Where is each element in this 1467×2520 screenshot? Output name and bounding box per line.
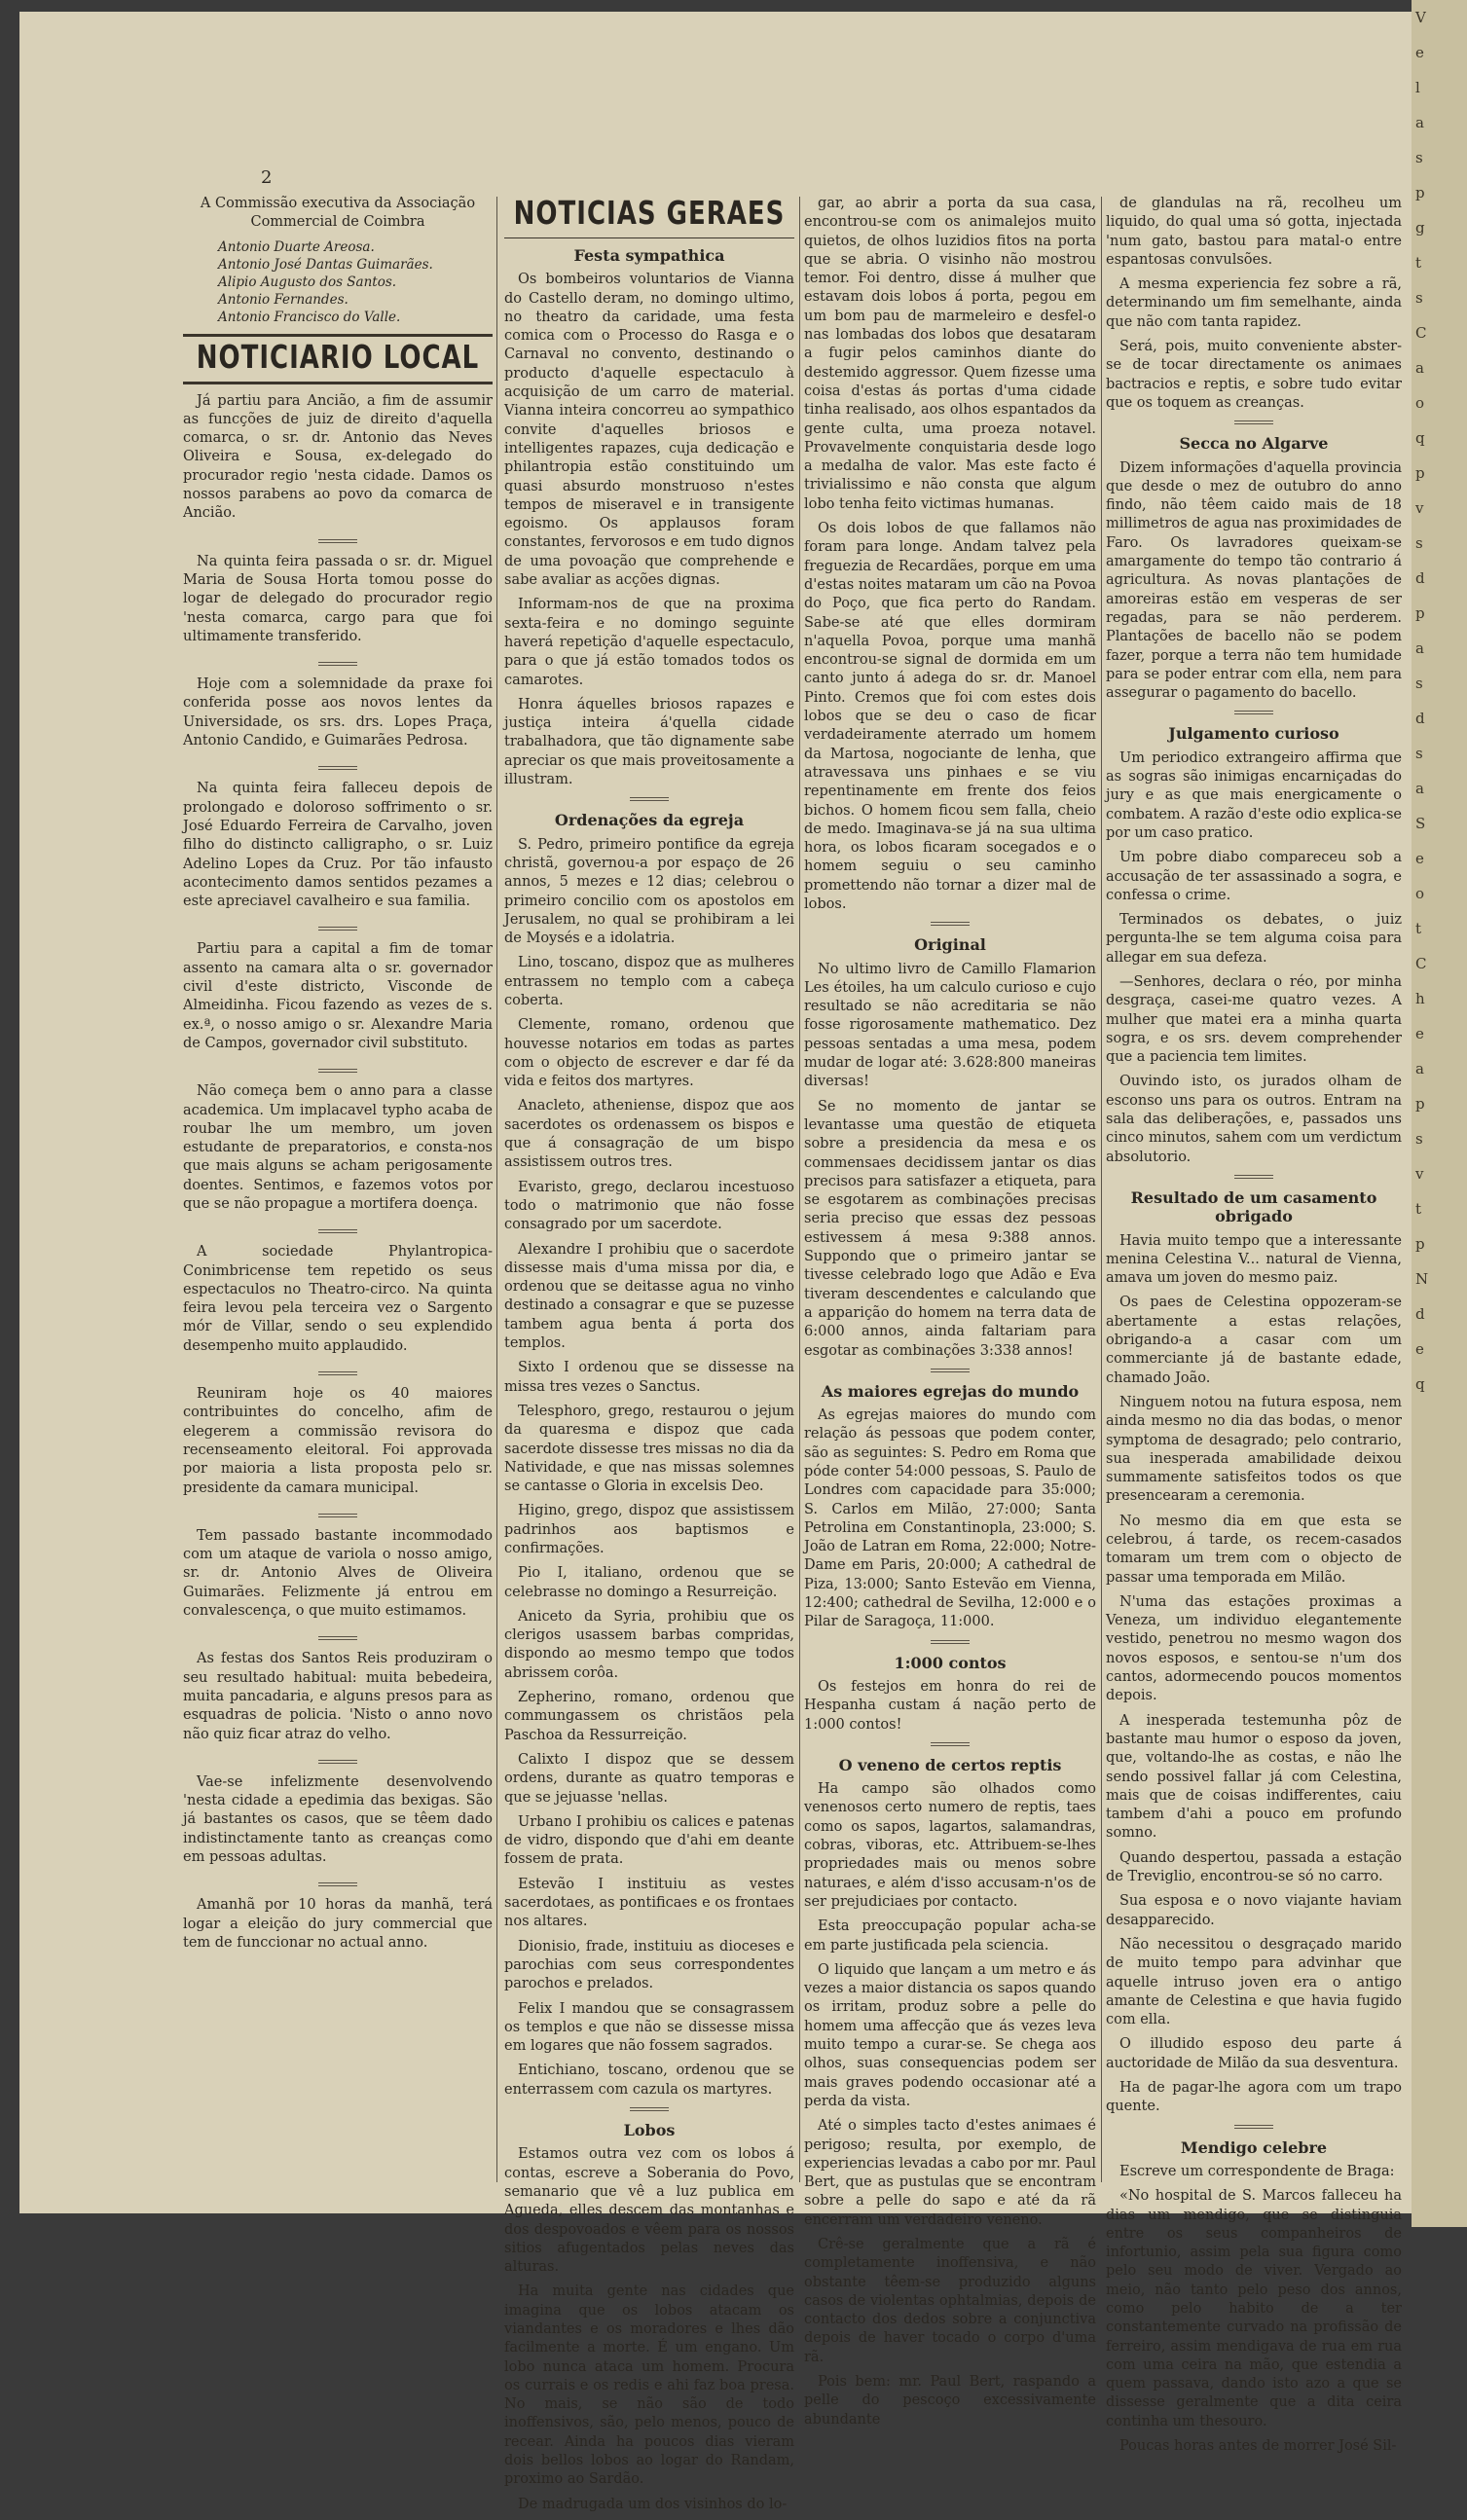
separator [931, 922, 970, 926]
paragraph: A inesperada testemunha pôz de bastante mau humor o esposo da joven, que, voltando-lhe as costas, e não lhe sendo possivel fallar já com Celestina, mais que de coisas indifferentes, caiu tambem d'ahi a pouco em profundo somno. [1106, 1712, 1402, 1842]
paragraph: A mesma experiencia fez sobre a rã, determinando um fim semelhante, ainda que não com tanta rapidez. [1106, 276, 1402, 330]
separator [1234, 420, 1273, 424]
edge-letter: a [1415, 359, 1424, 377]
article-julgamento [1106, 749, 1402, 1167]
article-secca: Dizem informações d'aquella provincia que desde o mez de outubro do anno findo, não têem caido mais de 18 millimetros de agua nas proximidades de Faro. Os lavradores queixam-se amargamente do tempo tão contrario á agricultura. As novas plantações de amoreiras estão em vesperas de ser regadas, para se não perderem. Plantações de bacello não se podem fazer, porque a terra não tem humidade para se poder entrar com ella, nem para assegurar o pagamento do bacello. [1106, 459, 1402, 702]
edge-letter: a [1415, 1060, 1424, 1077]
paragraph: Ninguem notou na futura esposa, nem ainda mesmo no dia das bodas, o menor symptoma de desagrado; pelo contrario, sua inesperada amabilidade deixou summamente satisfeitos todos os que presencearam a ceremonia. [1106, 1394, 1402, 1505]
column-4 [1106, 195, 1402, 2462]
rule [183, 334, 493, 337]
local-news-item: Tem passado bastante incommodado com um ataque de variola o nosso amigo, sr. dr. Antonio Alves de Oliveira Guimarães. Felizmente já entrou em convalescença, o que muito estimamos. [183, 1527, 493, 1620]
column-noticiario-local [183, 195, 493, 1968]
edge-letter: d [1415, 710, 1425, 727]
headline-julgamento: Julgamento curioso [1168, 724, 1339, 744]
paragraph: Será, pois, muito conveniente abster-se de tocar directamente os animaes bactracios e reptis, e sobre tudo evitar que os toquem as creanças. [1106, 339, 1402, 411]
signatory-name: Antonio José Dantas Guimarães. [218, 256, 433, 273]
separator [318, 1229, 357, 1233]
edge-letter: V [1415, 9, 1426, 26]
paragraph: Se no momento de jantar se levantasse uma questão de etiqueta sobre a presidencia da mesa e os commensaes decidissem jantar os dias precisos para satisfazer a etiqueta, para se esgotarem as combinações precisas seria preciso que essas dez pessoas estivessem á mesa 9:388 annos. Suppondo que o primeiro jantar se tivesse celebrado logo que Adão e Eva tiveram descendentes e calculando que a apparição do homem na terra data de 6:000 annos, ainda faltariam para esgotar as combinações 3:338 annos! [804, 1098, 1096, 1359]
paragraph: Pois bem: mr. Paul Bert, raspando a pelle do pescoço excessivamente abundante [804, 2374, 1096, 2428]
headline-egrejas: As maiores egrejas do mundo [821, 1381, 1080, 1401]
headline-ordenacoes: Ordenações da egreja [554, 811, 745, 830]
rule [504, 237, 794, 238]
edge-letter: p [1415, 184, 1425, 201]
local-news-item: As festas dos Santos Reis produziram o seu resultado habitual: muita bebedeira, muita pancadaria, e alguns presos para as esquadras de policia. 'Nisto o anno novo não quiz ficar atraz do velho. [183, 1651, 493, 1742]
edge-letter: a [1415, 639, 1424, 657]
article-veneno-continued [1106, 195, 1402, 413]
edge-letter: e [1415, 44, 1424, 61]
article-casamento [1106, 1232, 1402, 2117]
paragraph: Honra áquelles briosos rapazes e justiça inteira á'quella cidade trabalhadora, que tão dignamente sabe apreciar os que mais proveitosamente a illustram. [504, 696, 794, 788]
paragraph: Zepherino, romano, ordenou que commungassem os christãos pela Paschoa da Ressurreição. [504, 1690, 794, 1743]
paragraph: Poucas horas antes de morrer José Sil- [1119, 2438, 1397, 2455]
separator [931, 1369, 970, 1372]
paragraph: «No hospital de S. Marcos falleceu ha dias um mendigo, que se distinguia entre os seus companheiros de infortunio, assim pela sua figura como pelo seu modo de viver. Vergado ao meio, não tanto pelo peso dos annos, como pelo habito de a ter constantemente curvado na profissão de ferreiro, assim mendigava de rua em rua com uma ceira na mão, que estendia a quem passava, dando isto azo a que se dissesse geralmente que a dita ceira continha um thesouro. [1106, 2188, 1402, 2429]
paragraph: Sua esposa e o novo viajante haviam desapparecido. [1106, 1893, 1402, 1928]
local-news-item: Já partiu para Ancião, a fim de assumir as funcções de juiz de direito d'aquella comarca, o sr. dr. Antonio das Neves Oliveira e Sousa, ex-delegado do procurador regio 'nesta cidade. Damos os nossos parabens ao povo da comarca de Ancião. [183, 392, 493, 522]
paragraph: Estamos outra vez com os lobos á contas, escreve a Soberania do Povo, semanario que vê a luz publica em Agueda, elles descem das montanhas e dos despovoados e vêem para os nossos sitios afugentados pelas neves das alturas. [504, 2146, 794, 2276]
paragraph: Até o simples tacto d'estes animaes é perigoso; resulta, por exemplo, de experiencias levadas a cabo por mr. Paul Bert, que as pustulas que se encontram sobre a pelle do sapo e até da rã encerram um verdadeiro veneno. [804, 2118, 1096, 2228]
edge-letter: s [1415, 149, 1423, 166]
edge-letter: t [1415, 254, 1422, 272]
paragraph: Ha de pagar-lhe agora com um trapo quente. [1106, 2080, 1402, 2115]
edge-letter: d [1415, 1305, 1425, 1323]
edge-letter: C [1415, 324, 1427, 342]
paragraph: Os bombeiros voluntarios de Vianna do Castello deram, no domingo ultimo, no theatro da caridade, uma festa comica com o Processo do Rasga e o Carnaval no convento, destinando o producto d'aquelle espectaculo à acquisição de um carro de material. Vianna inteira concorreu ao sympathico convite d'aquelles briosos e intelligentes rapazes, cuja dedicação e philantropia estão constituindo um quasi absurdo monstruoso n'estes tempos de miseravel e in transigente egoismo. Os applausos foram constantes, fervorosos e em tudo dignos de uma povoação que comprehende e sabe avaliar as acções dignas. [504, 272, 794, 589]
paragraph: Crê-se geralmente que a rã é completamente inoffensiva, e não obstante têem-se produzido alguns casos de violentas ophtalmias, depois de contacto dos dedos sobre a conjunctiva depois de haver tocado o corpo d'uma rã. [804, 2236, 1096, 2365]
page-number: 2 [261, 167, 273, 188]
edge-letter: a [1415, 114, 1424, 131]
paragraph: Felix I mandou que se consagrassem os templos e que não se dissesse missa em logares que não fossem sagrados. [504, 2000, 794, 2055]
paragraph: Pio I, italiano, ordenou que se celebrasse no domingo a Resurreição. [504, 1565, 794, 1600]
paragraph: Estevão I instituiu as vestes sacerdotaes, as pontificaes e os frontaes nos altares. [504, 1876, 794, 1930]
separator [931, 1742, 970, 1746]
headline-original: Original [914, 935, 986, 955]
edge-letter: e [1415, 1340, 1424, 1358]
paragraph: Aniceto da Syria, prohibiu que os clerigos usassem barbas compridas, dispondo ao mesmo tempo que todos abrissem corôa. [504, 1608, 794, 1681]
article-festa [504, 271, 794, 789]
paragraph: No mesmo dia em que esta se celebrou, á tarde, os recem-casados tomaram um trem com o objecto de passar uma temporada em Milão. [1106, 1513, 1402, 1586]
article-lobos-continued [804, 195, 1096, 914]
local-news-item: Não começa bem o anno para a classe academica. Um implacavel typho acaba de roubar lhe um membro, um joven estudante de preparatorios, e consta-nos que mais alguns se acham perigosamente doentes. Sentimos, e fazemos votos por que se não propague a mortifera doença. [183, 1083, 493, 1212]
edge-letter: s [1415, 745, 1423, 762]
paragraph: Telesphoro, grego, restaurou o jejum da quaresma e dispoz que cada sacerdote dissesse tres missas no dia da Natividade, e que nas missas solemnes se cantasse o Gloria in excelsis Deo. [504, 1403, 794, 1495]
column-divider [496, 197, 497, 2182]
separator [318, 1069, 357, 1073]
edge-letter: q [1415, 429, 1425, 447]
article-mendigo [1106, 2163, 1402, 2456]
paragraph: de glandulas na rã, recolheu um liquido, do qual uma só gotta, injectada 'num gato, bastou para matal-o entre espantosas convulsões. [1106, 196, 1402, 268]
separator [1234, 1175, 1273, 1179]
edge-letter: o [1415, 394, 1425, 412]
newspaper-page [19, 12, 1412, 2512]
paragraph: Entichiano, toscano, ordenou que se enterrassem com cazula os martyres. [504, 2063, 794, 2098]
rule [183, 382, 493, 384]
edge-letter: N [1415, 1270, 1429, 1288]
article-contos: Os festejos em honra do rei de Hespanha custam á nação perto de 1:000 contos! [804, 1678, 1096, 1733]
local-news-item: Partiu para a capital a fim de tomar assento na camara alta o sr. governador civil d'este districto, Visconde de Almeidinha. Ficou fazendo as vezes de s. ex.ª, o nosso amigo o sr. Alexandre Maria de Campos, governador civil substituto. [183, 941, 493, 1051]
paragraph: Esta preoccupação popular acha-se em parte justificada pela sciencia. [804, 1918, 1096, 1954]
edge-letter: p [1415, 604, 1425, 622]
separator [318, 1371, 357, 1375]
paragraph: Dionisio, frade, instituiu as dioceses e parochias com seus correspondentes parochos e prelados. [504, 1938, 794, 1992]
local-news-item: Reuniram hoje os 40 maiores contribuintes do concelho, afim de elegerem a commissão revisora do recenseamento eleitoral. Foi approvada por maioria a lista proposta pelo sr. presidente da camara municipal. [183, 1386, 493, 1496]
paragraph: Higino, grego, dispoz que assistissem padrinhos aos baptismos e confirmações. [504, 1503, 794, 1556]
paragraph: Informam-nos de que na proxima sexta-feira e no domingo seguinte haverá repetição d'aquelle espectaculo, para o que já estão tomados todos os camarotes. [504, 597, 794, 688]
article-egrejas: As egrejas maiores do mundo com relação ás pessoas que podem conter, são as seguintes: S. Pedro em Roma que póde conter 54:000 pessoas, S. Paulo de Londres com capacidade para 35:000; S. Carlos em Milão, 27:000; Santa Petrolina em Constantinopla, 23:000; S. João de Latran em Roma, 22:000; Notre-Dame em Paris, 20:000; A cathedral de Piza, 13:000; Santo Estevão em Vienna, 12:400; cathedral de Sevilha, 12:000 e o Pilar de Saragoça, 11:000. [804, 1407, 1096, 1630]
local-news-item: Hoje com a solemnidade da praxe foi conferida posse aos novos lentes da Universidade, os srs. drs. Lopes Praça, Antonio Candido, e Guimarães Pedrosa. [183, 676, 493, 749]
article-veneno [804, 1780, 1096, 2429]
headline-secca: Secca no Algarve [1179, 434, 1329, 454]
local-news-item: Vae-se infelizmente desenvolvendo 'nesta cidade a epedimia das bexigas. São já bastantes os casos, que se têem dado indistinctamente tanto as creanças como em pessoas adultas. [183, 1773, 493, 1865]
local-news-item: Amanhã por 10 horas da manhã, terá logar a eleição do jury commercial que tem de funccionar no actual anno. [183, 1897, 493, 1951]
edge-letter: p [1415, 1235, 1425, 1253]
local-news-item: Na quinta feira falleceu depois de prolongado e doloroso soffrimento o sr. José Eduardo Ferreira de Carvalho, joven filho do distincto calligrapho, o sr. Luiz Adelino Lopes da Cruz. Por tão infausto acontecimento damos sentidos pezames a este apreciavel cavalheiro e sua familia. [183, 781, 493, 910]
paragraph: —Senhores, declara o réo, por minha desgraça, casei-me quatro vezes. A mulher que matei era a minha quarta sogra, e os srs. devem comprehender que a paciencia tem limites. [1106, 973, 1402, 1066]
edge-letter: S [1415, 815, 1426, 832]
paragraph: O liquido que lançam a um metro e ás vezes a maior distancia os sapos quando os irritam, produz sobre a pelle do homem uma affecção que ás vezes leva muito tempo a curar-se. Se chega aos olhos, suas consequencias podem ser mais graves podendo occasionar até a perda da vista. [804, 1961, 1096, 2109]
edge-letter: h [1415, 990, 1425, 1007]
article-original [804, 961, 1096, 1361]
column-noticias-geraes [504, 195, 794, 2520]
edge-letter: t [1415, 920, 1422, 937]
paragraph: Havia muito tempo que a interessante menina Celestina V... natural de Vienna, amava um joven do mesmo paiz. [1106, 1232, 1402, 1287]
edge-letter: p [1415, 464, 1425, 482]
article-ordenacoes [504, 836, 794, 2100]
paragraph: Os paes de Celestina oppozeram-se abertamente a estas relações, obrigando-a a casar com um commerciante já de bastante edade, chamado João. [1106, 1295, 1402, 1386]
paragraph: gar, ao abrir a porta da sua casa, encontrou-se com os animalejos muito quietos, de olhos luzidios fitos na porta que se abria. O visinho não mostrou temor. Foi dentro, disse á mulher que estavam dois lobos á porta, pegou em um bom pau de marmeleiro e desfel-o nas lombadas dos lobos que desataram a fugir pelos caminhos diante do destemido aggressor. Quem fizesse uma coisa d'estas ás portas d'uma cidade tinha realisado, aos olhos espantados da gente culta, uma proeza notavel. Provavelmente conquistaria desde logo a medalha de valor. Mas este facto é trivialissimo e não consta que algum lobo tenha feito victimas humanas. [804, 196, 1096, 512]
separator [318, 539, 357, 543]
section-title-noticias-geraes: NOTICIAS GERAES [513, 196, 786, 233]
paragraph: O illudido esposo deu parte á auctoridade de Milão da sua desventura. [1106, 2036, 1402, 2071]
edge-letter: a [1415, 780, 1424, 797]
paragraph: De madrugada um dos visinhos do lo- [518, 2496, 788, 2512]
headline-veneno: O veneno de certos reptis [838, 1755, 1062, 1774]
headline-contos: 1:000 contos [894, 1653, 1007, 1672]
edge-letter: l [1415, 79, 1420, 96]
separator [931, 1640, 970, 1644]
commission-intro: A Commissão executiva da Associação Commercial de Coimbra [200, 196, 476, 231]
edge-letter: o [1415, 885, 1425, 902]
paragraph: Urbano I prohibiu os calices e patenas de vidro, dispondo que d'ahi em deante fossem de prata. [504, 1813, 794, 1868]
paragraph: No ultimo livro de Camillo Flamarion Les étoiles, ha um calculo curioso e cujo resultado se não acreditaria se não fosse rigorosamente mathematico. Dez pessoas sentadas a uma mesa, podem mudar de logar até: 3.628:800 maneiras diversas! [804, 961, 1096, 1090]
paragraph: Ha muita gente nas cidades que imagina que os lobos atacam os viandantes e os moradores e lhes dão facilmente a morte. É um engano. Um lobo nunca ataca um homem. Procura os currais e os redis e ahi faz boa presa. No mais, se não são de todo inoffensivos, são, pelo menos, pouco de recear. Ainda ha poucos dias vieram dois bellos lobos ao logar do Randam, proximo ao Sardão. [504, 2283, 794, 2488]
paragraph: Um pobre diabo compareceu sob a accusação de ter assassinado a sogra, e confessa o crime. [1106, 850, 1402, 903]
edge-letter: p [1415, 1095, 1425, 1113]
paragraph: Ha campo são olhados como venenosos certo numero de reptis, taes como os sapos, lagartos, salamandras, cobras, viboras, etc. Attribuem-se-lhes propriedades mais ou menos sobre naturaes, e além d'isso accusam-n'os de ser prejudiciaes por contacto. [804, 1781, 1096, 1910]
paragraph: Anacleto, atheniense, dispoz que aos sacerdotes os ordenassem os bispos e que á consagração de um bispo assistissem outros tres. [504, 1098, 794, 1171]
paragraph: Calixto I dispoz que se dessem ordens, durante as quatro temporas e que se jejuasse 'nellas. [504, 1751, 794, 1806]
separator [318, 927, 357, 931]
paragraph: Sixto I ordenou que se dissesse na missa tres vezes o Sanctus. [504, 1360, 794, 1395]
edge-letter: q [1415, 1375, 1425, 1393]
edge-letter: d [1415, 569, 1425, 587]
headline-mendigo: Mendigo celebre [1180, 2137, 1328, 2157]
local-news-item: Na quinta feira passada o sr. dr. Miguel Maria de Sousa Horta tomou posse do logar de delegado do procurador regio 'nesta comarca, cargo para que foi ultimamente transferido. [183, 553, 493, 644]
paragraph: Os dois lobos de que fallamos não foram para longe. Andam talvez pela freguezia de Recardães, porque em uma d'estas noites mataram um cão na Povoa do Poço, que fica perto do Randam. Sabe-se até que elles dormiram n'aquella Povoa, porque uma manhã encontrou-se signal de dormida em um canto junto á adega do sr. dr. Manoel Pinto. Cremos que foi com estes dois lobos que se deu o caso de ficar verdadeiramente aterrado um homem da Martosa, nogociante de lenha, que atravessava uns pinhaes e se viu repentinamente em frente dos feios bichos. O homem ficou sem falla, cheio de medo. Imaginava-se já na sua ultima hora, os lobos ficaram socegados e o homem seguiu o seu caminho promettendo não tornar a dizer mal de lobos. [804, 521, 1096, 912]
separator [318, 1760, 357, 1764]
separator [1234, 2125, 1273, 2129]
edge-letter: v [1415, 1165, 1424, 1183]
edge-letter: s [1415, 1130, 1423, 1148]
edge-letter: g [1415, 219, 1425, 237]
paragraph: Quando despertou, passada a estação de Treviglio, encontrou-se só no carro. [1106, 1849, 1402, 1885]
paragraph: N'uma das estações proximas a Veneza, um individuo elegantemente vestido, penetrou no mesmo wagon dos novos esposos, e sentou-se n'um dos cantos, adormecendo poucos momentos depois. [1106, 1593, 1402, 1704]
headline-lobos: Lobos [623, 2121, 676, 2140]
column-divider [799, 197, 800, 2182]
separator [318, 1636, 357, 1640]
signatories [183, 238, 493, 326]
signatory-name: Antonio Fernandes. [218, 291, 348, 308]
signatory-name: Antonio Francisco do Valle. [218, 309, 401, 325]
paragraph: Evaristo, grego, declarou incestuoso todo o matrimonio que não fosse consagrado por um sacerdote. [504, 1179, 794, 1233]
local-news-item: A sociedade Phylantropica-Conimbricense tem repetido os seus espectaculos no Theatro-circo. Na quinta feira levou pela terceira vez o Sargento mór de Villar, sendo o seu explendido desempenho muito applaudido. [183, 1244, 493, 1354]
paragraph: S. Pedro, primeiro pontifice da egreja christã, governou-a por espaço de 26 annos, 5 mezes e 12 dias; celebrou o primeiro concilio com os apostolos em Jerusalem, no qual se prohibiram a lei de Moysés e a idolatria. [504, 836, 794, 947]
section-title-noticiario-local: NOTICIARIO LOCAL [196, 339, 480, 377]
separator [318, 1514, 357, 1517]
separator [318, 1882, 357, 1886]
separator [318, 662, 357, 666]
edge-letter: s [1415, 289, 1423, 307]
edge-letter: s [1415, 675, 1423, 692]
paragraph: Lino, toscano, dispoz que as mulheres entrassem no templo com a cabeça coberta. [504, 955, 794, 1008]
signatory-name: Alipio Augusto dos Santos. [218, 274, 397, 290]
separator [318, 766, 357, 770]
column-divider [1101, 197, 1102, 2182]
headline-festa: Festa sympathica [573, 246, 725, 265]
paragraph: Ouvindo isto, os jurados olham de esconso uns para os outros. Entram na sala das deliberações, e, passados uns cinco minutos, sahem com um verdictum absolutorio. [1106, 1074, 1402, 1165]
separator [630, 2107, 669, 2111]
adjacent-page-edge [1412, 0, 1467, 2227]
separator [1234, 711, 1273, 714]
column-3 [804, 195, 1096, 2435]
paragraph: Terminados os debates, o juiz pergunta-lhe se tem alguma coisa para allegar em sua defeza. [1106, 912, 1402, 966]
separator [630, 797, 669, 801]
paragraph: Alexandre I prohibiu que o sacerdote dissesse mais d'uma missa por dia, e ordenou que se deitasse agua no vinho destinado a consagrar e que se puzesse tambem agua benta á porta dos templos. [504, 1241, 794, 1352]
paragraph: Clemente, romano, ordenou que houvesse notarios em todas as partes com o objecto de escrever e dar fé da vida e feitos dos martyres. [504, 1017, 794, 1090]
edge-letter: e [1415, 850, 1424, 867]
paragraph: Não necessitou o desgraçado marido de muito tempo para advinhar que aquelle intruso joven era o antigo amante de Celestina e que havia fugido com ella. [1106, 1936, 1402, 2028]
edge-letter: v [1415, 499, 1424, 517]
local-news-items [183, 392, 493, 1954]
edge-letter: C [1415, 955, 1427, 972]
edge-letter: s [1415, 534, 1423, 552]
paragraph: Um periodico extrangeiro affirma que as sogras são inimigas encarniçadas do jury e as que mais energicamente o combatem. A razão d'este odio explica-se por um caso pratico. [1106, 749, 1402, 841]
signatory-name: Antonio Duarte Areosa. [218, 238, 375, 255]
paragraph: Escreve um correspondente de Braga: [1119, 2163, 1395, 2179]
edge-letter: e [1415, 1025, 1424, 1042]
headline-casamento: Resultado de um casamento obrigado [1130, 1187, 1377, 1226]
article-lobos [504, 2145, 794, 2514]
edge-letter: t [1415, 1200, 1422, 1218]
